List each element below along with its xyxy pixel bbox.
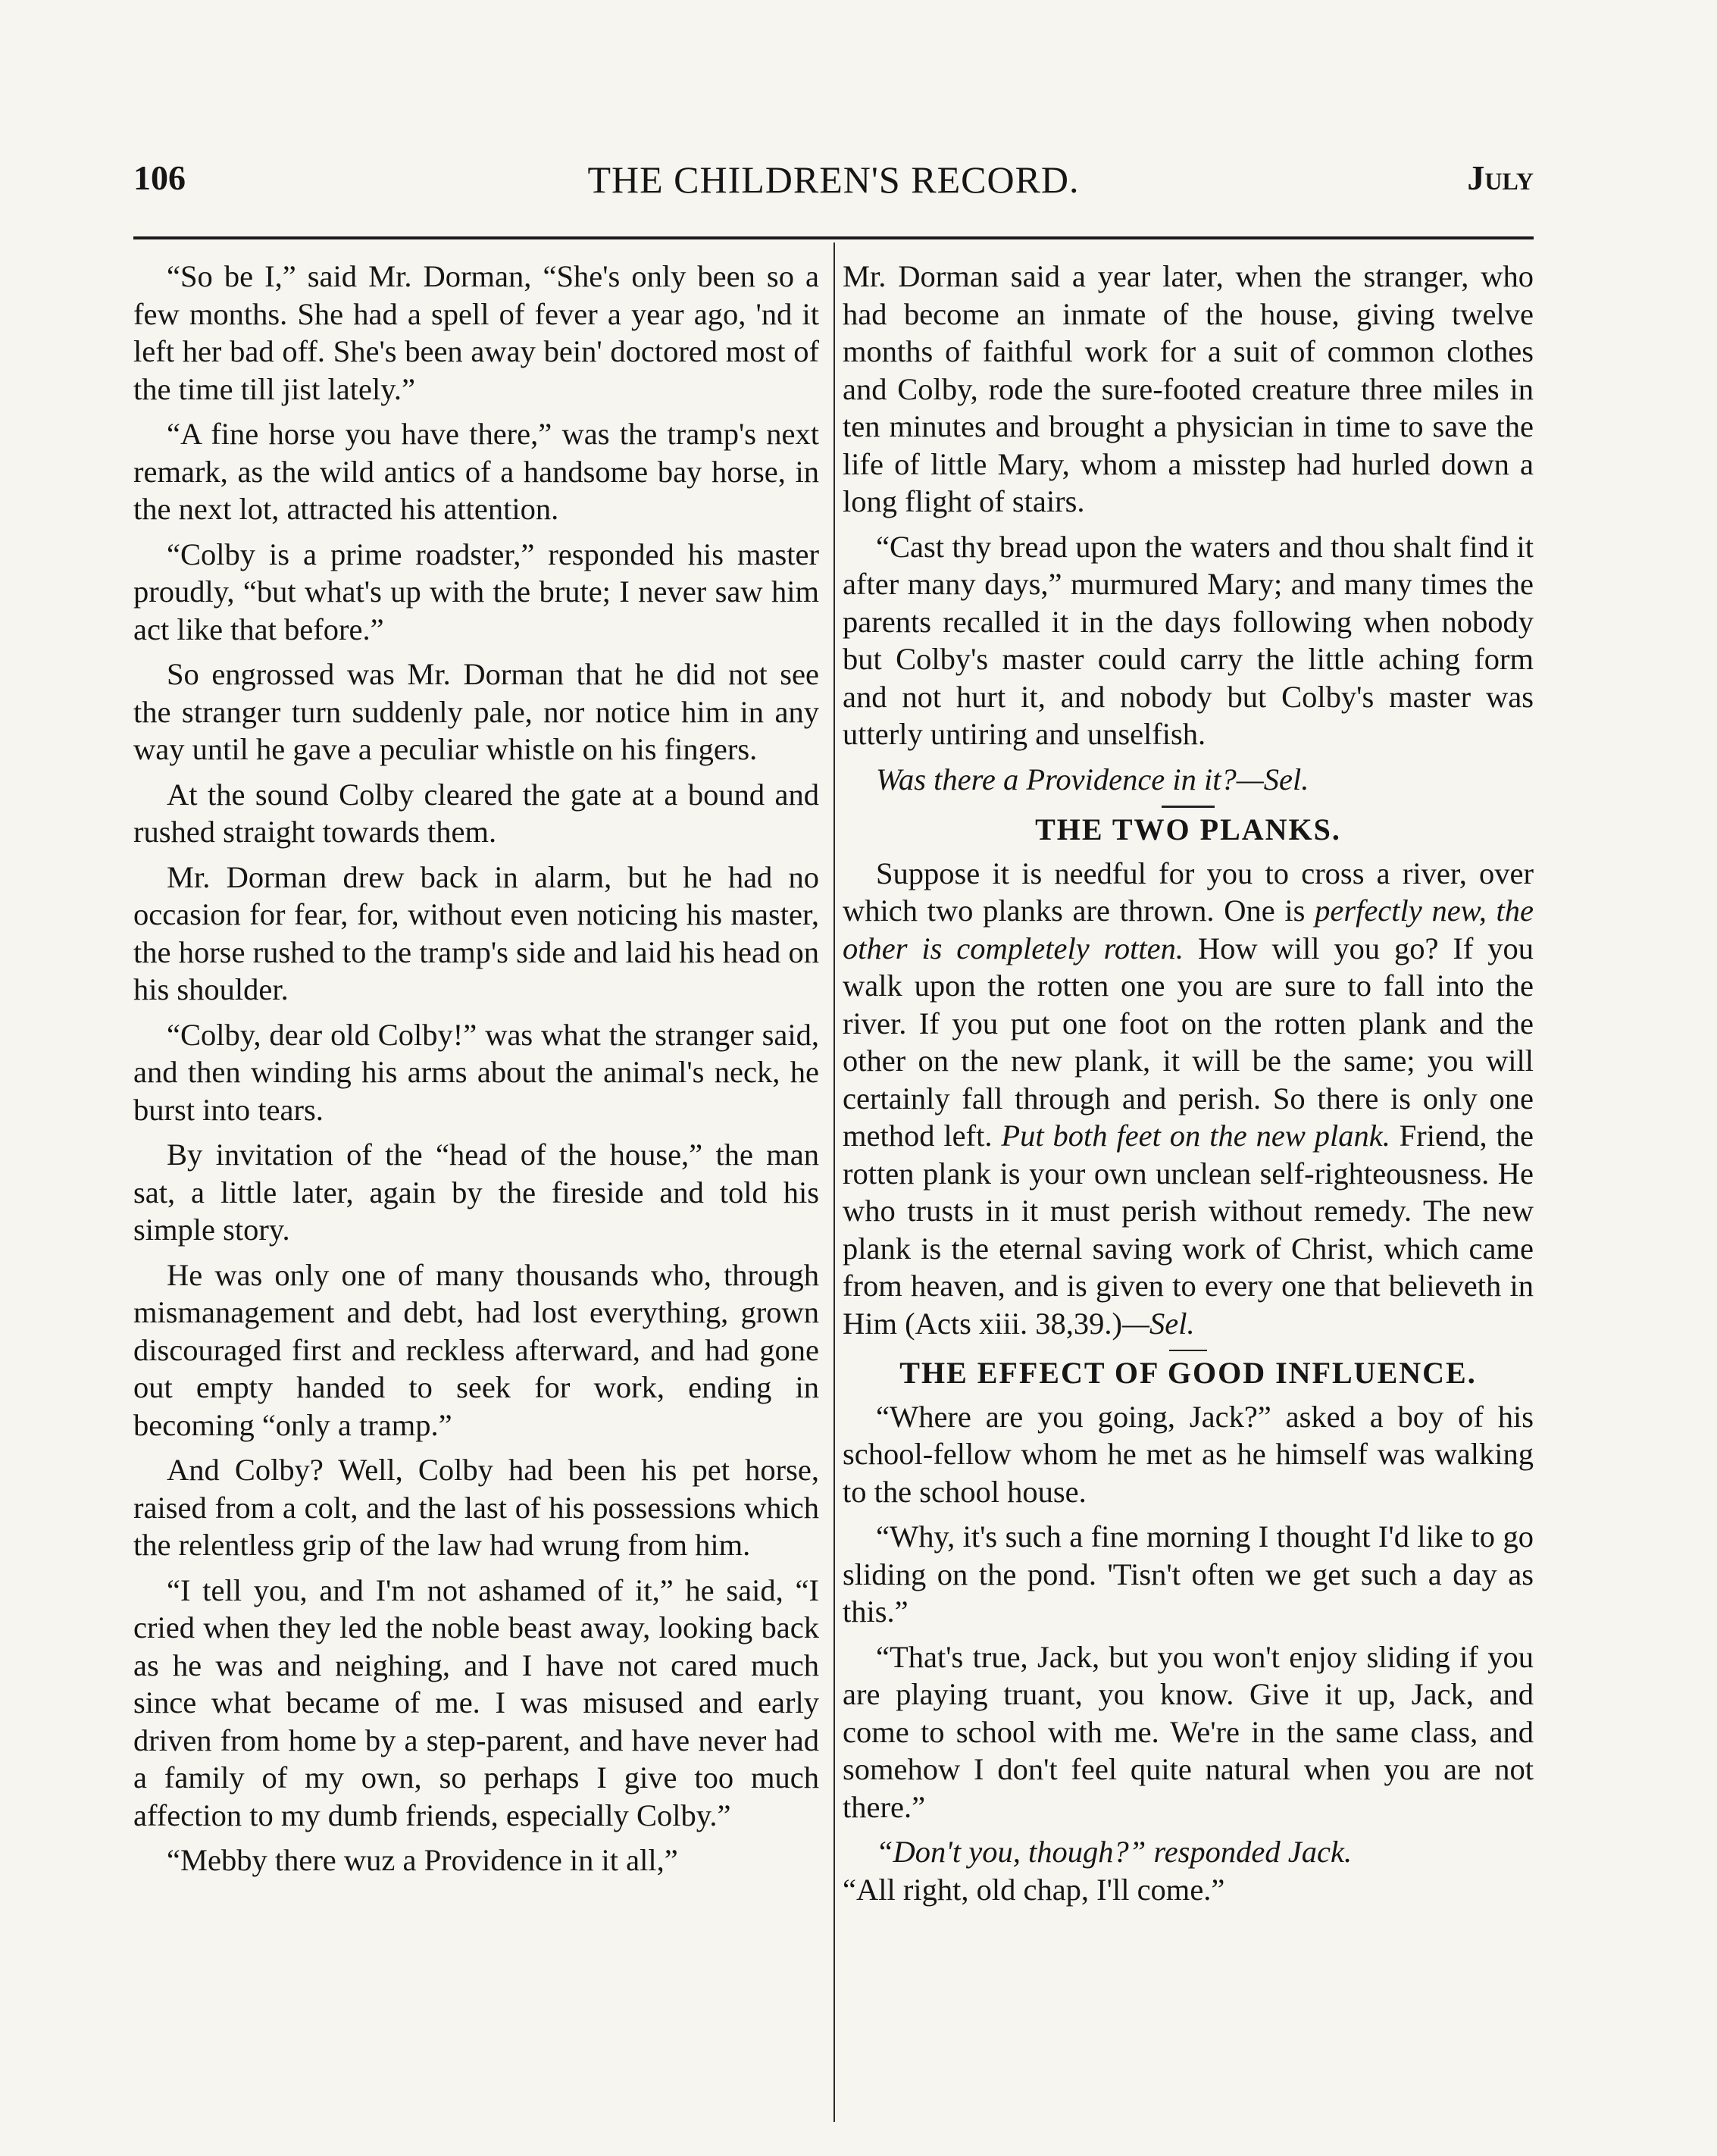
paragraph: “A fine horse you have there,” was the tramp's next remark, as the wild antics of a handsome bay horse, in the next lot, attracted his attention. <box>133 417 819 526</box>
closing-line: Was there a Providence in it? <box>876 762 1237 796</box>
paragraph: “Mebby there wuz a Providence in it all,” <box>167 1843 678 1877</box>
section-title-good-influence: THE EFFECT OF GOOD INFLUENCE. <box>899 1356 1477 1390</box>
source-credit: —Sel. <box>1236 762 1309 796</box>
paragraph: Mr. Dorman said a year later, when the stranger, who had become an inmate of the house, giving twelve months of faithful work for a suit of common clothes and Colby, rode the sure-footed creature three miles in ten minutes and brought a physician in time to save the life of little Mary, whom a misstep had hurled down a long flight of stairs. <box>843 259 1534 518</box>
page-number: 106 <box>133 158 186 197</box>
paragraph: “Colby, dear old Colby!” was what the stranger said, and then winding his arms about the animal's neck, he burst into tears. <box>133 1017 819 1127</box>
paragraph: “Cast thy bread upon the waters and thou shalt find it after many days,” murmured Mary; and many times the parents recalled it in the days following when nobody but Colby's master could carry the little aching form and not hurt it, and nobody but Colby's master was utterly untiring and unselfish. <box>843 529 1534 751</box>
section-divider <box>1169 1350 1207 1351</box>
paragraph: Mr. Dorman drew back in alarm, but he had no occasion for fear, for, without even noticing his master, the horse rushed to the tramp's side and laid his head on his shoulder. <box>133 859 819 1006</box>
section-title-two-planks: THE TWO PLANKS. <box>1035 812 1341 846</box>
paragraph: “All right, old chap, I'll come.” <box>843 1872 1225 1907</box>
right-column <box>843 258 1534 1916</box>
two-planks-paragraph <box>843 855 1534 1343</box>
column-divider <box>833 243 835 2122</box>
month-label: July <box>1467 158 1534 197</box>
paragraph: “So be I,” said Mr. Dorman, “She's only been so a few months. She had a spell of fever a year ago, 'nd it left her bad off. She's been away bein' doctored most of the time till jist lately.” <box>133 259 819 406</box>
text-run: How will you go? If you walk upon the rotten one you are sure to fall into the river. If you put one foot on the rotten plank and the other on the new plank, it will be the same; you will certainly fall through and perish. So there is only one method left. <box>843 931 1534 1153</box>
paragraph: So engrossed was Mr. Dorman that he did not see the stranger turn suddenly pale, nor notice him in any way until he gave a peculiar whistle on his fingers. <box>133 657 819 766</box>
text-run: Suppose it is needful for you to cross a river, over which two planks are thrown. One is <box>843 856 1534 928</box>
paragraph: “Why, it's such a fine morning I thought I'd like to go sliding on the pond. 'Tisn't often we get such a day as this.” <box>843 1519 1534 1629</box>
source-credit: —Sel. <box>1121 1306 1195 1341</box>
paragraph: By invitation of the “head of the house,” the man sat, a little later, again by the fireside and told his simple story. <box>133 1137 819 1247</box>
page-header <box>133 158 1534 211</box>
paragraph: “Colby is a prime roadster,” responded his master proudly, “but what's up with the brute; I never saw him act like that before.” <box>133 537 819 646</box>
left-column <box>133 258 819 1887</box>
section-divider <box>1162 806 1215 808</box>
paragraph: “Where are you going, Jack?” asked a boy of his school-fellow whom he met as he himself was walking to the school house. <box>843 1399 1534 1509</box>
italic-run: perfectly new, the other is completely rotten. <box>843 893 1534 965</box>
closing-paragraph <box>843 761 1534 799</box>
italic-run: “Don't you, though?” responded Jack. <box>876 1835 1353 1869</box>
paragraph: At the sound Colby cleared the gate at a bound and rushed straight towards them. <box>133 777 819 849</box>
italic-run: Put both feet on the new plank. <box>1001 1119 1390 1153</box>
paragraph: He was only one of many thousands who, through mismanagement and debt, had lost everything, grown discouraged first and reckless afterward, and had gone out empty handed to seek for work, ending in becoming “only a tramp.” <box>133 1257 819 1442</box>
running-title: THE CHILDREN'S RECORD. <box>587 158 1080 201</box>
paragraph: “I tell you, and I'm not ashamed of it,” he said, “I cried when they led the noble beast away, looking back as he was and neighing, and I have not cared much since what became of me. I was misused and early driven from home by a step-parent, and have never had a family of my own, so perhaps I give too much affection to my dumb friends, especially Colby.” <box>133 1572 819 1832</box>
paragraph <box>843 1833 1534 1871</box>
text-run: Friend, the rotten plank is your own unclean self-righteousness. He who trusts in it must perish without remedy. The new plank is the eternal saving work of Christ, which came from heaven, and is given to every one that believeth in Him (Acts xiii. 38,39.) <box>843 1119 1534 1341</box>
header-rule <box>133 236 1534 239</box>
paragraph: And Colby? Well, Colby had been his pet horse, raised from a colt, and the last of his possessions which the relentless grip of the law had wrung from him. <box>133 1453 819 1562</box>
paragraph: “That's true, Jack, but you won't enjoy sliding if you are playing truant, you know. Give it up, Jack, and come to school with me. We're in the same class, and somehow I don't feel quite natural when you are not there.” <box>843 1639 1534 1824</box>
